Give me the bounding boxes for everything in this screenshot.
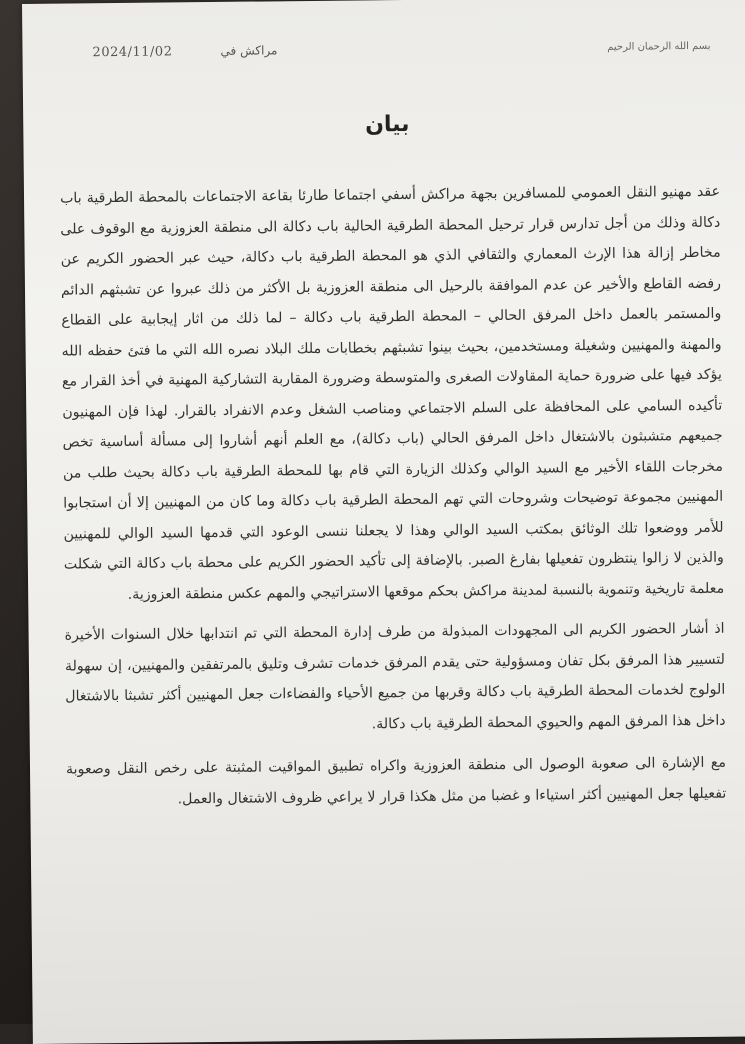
paragraph-3: مع الإشارة الى صعوبة الوصول الى منطقة العزوزية واكراه تطبيق المواقيت المثبتة على رخص النقل وصعوبة تفعيلها جعل المهنيين أكثر استياءا و غضبا من مثل هكذا قرار لا يراعي ظروف الاشتغال والعمل. xyxy=(65,754,727,807)
document-title: بيان xyxy=(365,111,410,138)
document-header xyxy=(82,37,710,68)
paragraph-2: اذ أشار الحضور الكريم الى المجهودات المبذولة من طرف إدارة المحطة التي تم انتدابها خلال السنوات الأخيرة لتسيير هذا المرفق بكل تفان ومسؤولية حتى يقدم المرفق خدمات تشرف وتليق بالمرتفقين والمهنيين، إن سهولة الولوج لخدمات المحطة الطرقية باب دكالة وقربها من جميع الأحياء والفضاءات جعل المهنيين أكثر تشبثا بالاشتغال داخل هذا المرفق المهم والحيوي المحطة الطرقية باب دكالة. xyxy=(64,620,726,732)
document-date: 2024/11/02 xyxy=(92,44,173,61)
basmala: بسم الله الرحمان الرحيم xyxy=(607,40,711,53)
document-city: مراكش في xyxy=(220,43,278,58)
paragraph-1: عقد مهنيو النقل العمومي للمسافرين بجهة مراكش أسفي اجتماعا طارئا بقاعة الاجتماعات بالمحطة الطرقية باب دكالة وذلك من أجل تدارس قرار ترحيل المحطة الطرقية الحالية باب دكالة الى منطقة العزوزية مع الوقوف على مخاطر إزالة هذا الإرث المعماري والثقافي الذي هو المحطة الطرقية باب دكالة، حيث عبر الحضور الكريم عن رفضه القاطع والأخير عن عدم الموافقة بالرحيل الى منطقة العزوزية بل الأكثر من ذلك عبروا عن تشبثهم الدائم والمستمر بالعمل داخل المرفق الحالي – المحطة الطرقية باب دكالة – لما ذلك من اثار إيجابية على القطاع والمهنة والمهنيين وشغيلة ومستخدمين، بحيث بينوا تشبثهم بخطابات ملك البلاد نصره الله التي ما فتئ حفظه الله يؤكد فيها على ضرورة حماية المقاولات الصغرى والمتوسطة وضرورة المقاربة التشاركية المهنية في أخذ القرار مع تأكيده السامي على المحافظة على السلم الاجتماعي ومناصب الشغل وعدم الانفراد بالقرار. لهذا فإن المهنيون جميعهم متشبثون بالاشتغال داخل المرفق الحالي (باب دكالة)، مع العلم أنهم أشاروا إلى مسألة أساسية تخص مخرجات اللقاء الأخير مع السيد الوالي وكذلك الزيارة التي قام بها للمحطة الطرقية باب دكالة بحيث طلب من المهنيين مجموعة توضيحات وشروحات التي تهم المحطة الطرقية باب دكالة وما كان من المهنيين إلا أن استجابوا للأمر ووضعوا تلك الوثائق بمكتب السيد الوالي وهذا لا يجعلنا ننسى الوعود التي قدمها السيد الوالي للمهنيين والذين لا زالوا ينتظرون تفعيلها بفارغ الصبر. بالإضافة إلى تأكيد الحضور الكريم على محطة باب دكالة التي شكلت معلمة تاريخية وتنموية بالنسبة لمدينة مراكش بحكم موقعها الاستراتيجي والمهم عكس منطقة العزوزية. xyxy=(59,183,725,603)
document-body xyxy=(60,177,727,816)
document-sheet xyxy=(22,0,745,1044)
